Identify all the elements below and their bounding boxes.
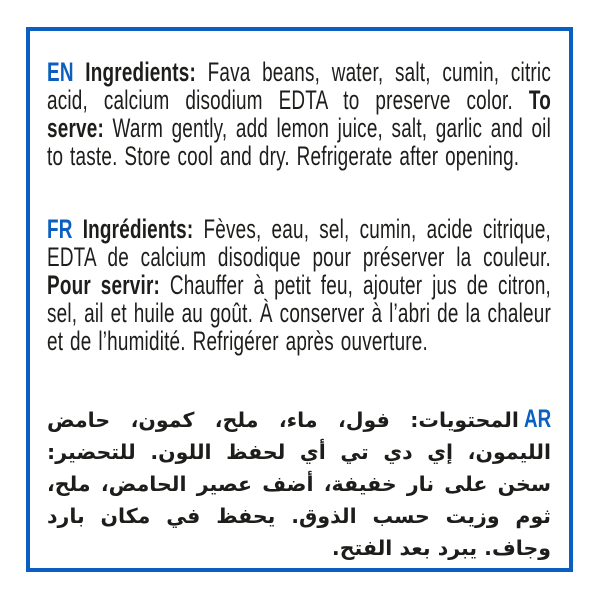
arabic-text: المحتويات: فول، ماء، ملح، كمون، حامض الليمون، إي دي تي أي لحفظ اللون. للتحضير: سخن على نار خفيفة، أضف عصير الحامض، ملح، ثوم وزيت حسب الذوق. يحفظ في مكان بارد وجاف. يبرد بعد الفتح. — [47, 408, 551, 560]
serve-heading-en: To serve: — [47, 85, 551, 143]
lang-code-en: EN — [47, 57, 74, 87]
serve-text-fr: Chauffer à petit feu, ajouter jus de citron, sel, ail et huile au goût. À conserver à l’abri de la chaleur et de l’humidité. Refrigérer après ouverture. — [47, 270, 551, 356]
french-paragraph — [47, 215, 551, 355]
ingredients-text-fr: Fèves, eau, sel, cumin, acide citrique, EDTA de calcium disodique pour préserver la couleur. — [47, 214, 551, 272]
arabic-section — [47, 403, 551, 564]
english-paragraph — [47, 58, 551, 170]
english-section — [47, 58, 600, 170]
arabic-paragraph — [47, 403, 551, 564]
lang-code-fr: FR — [47, 214, 73, 244]
french-section — [47, 215, 600, 355]
ingredients-text-en: Fava beans, water, salt, cumin, citric acid, calcium disodium EDTA to preserve color. — [47, 57, 552, 115]
lang-code-ar: AR — [523, 405, 551, 433]
serve-heading-fr: Pour servir: — [47, 270, 161, 300]
serve-text-en: Warm gently, add lemon juice, salt, garlic and oil to taste. Store cool and dry. Refrigerate after opening. — [47, 113, 551, 171]
ingredients-heading-fr: Ingrédients: — [82, 214, 194, 244]
ingredients-heading-en: Ingredients: — [85, 57, 196, 87]
